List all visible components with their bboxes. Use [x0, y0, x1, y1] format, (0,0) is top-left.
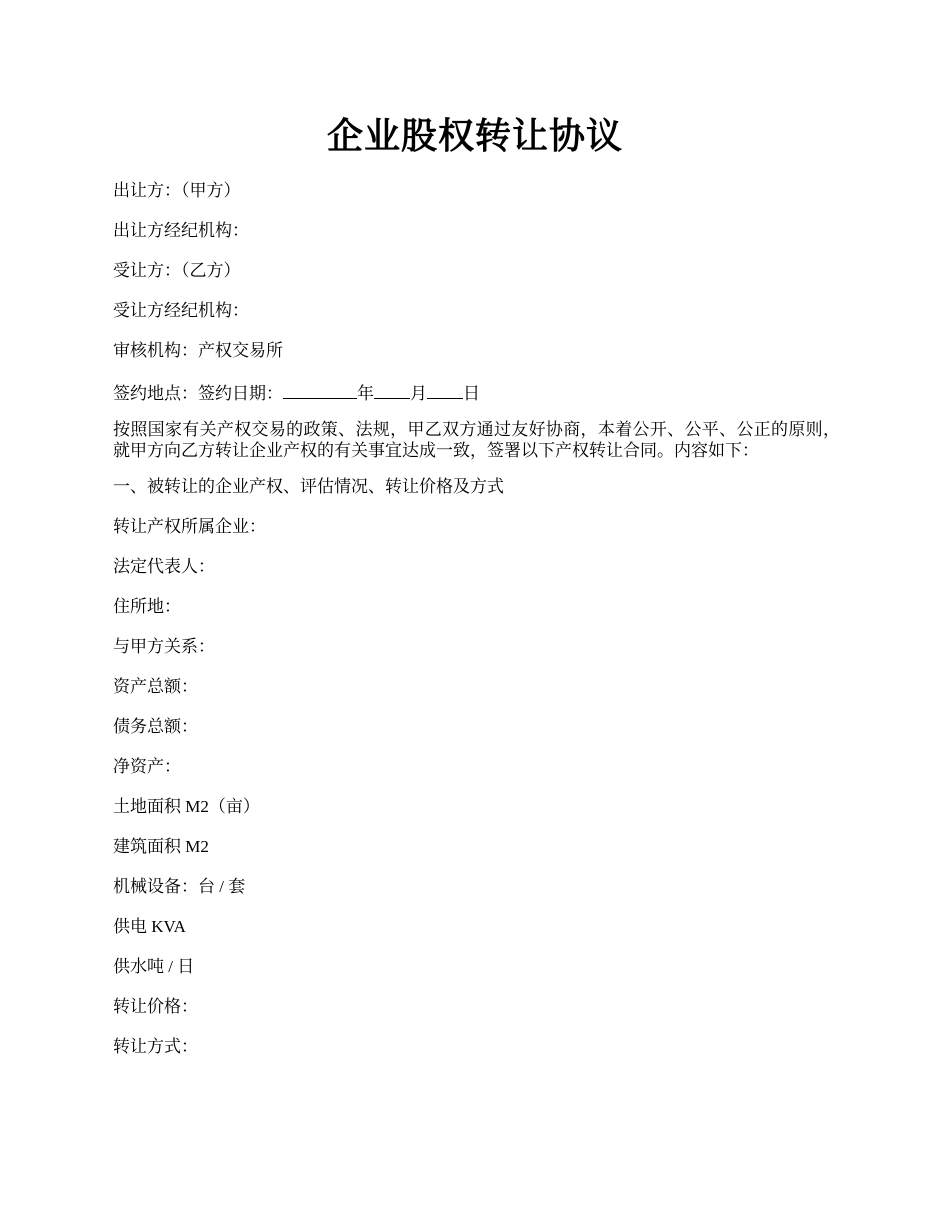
- list-item: 建筑面积 M2: [113, 837, 209, 856]
- day-label: 日: [463, 384, 480, 403]
- signing-prefix: 签约地点：签约日期：: [113, 384, 283, 403]
- list-item: 净资产：: [113, 757, 181, 776]
- year-label: 年: [357, 384, 374, 403]
- list-item: 转让价格：: [113, 997, 198, 1016]
- list-item: 供水吨 / 日: [113, 957, 195, 976]
- document-body: [113, 179, 840, 1075]
- list-item: 土地面积 M2（亩）: [113, 797, 260, 816]
- buyer-broker-line: 受让方经纪机构：: [113, 301, 249, 320]
- list-item: 住所地：: [113, 597, 181, 616]
- year-blank: [283, 379, 357, 399]
- list-item: 与甲方关系：: [113, 637, 215, 656]
- list-item: 法定代表人：: [113, 557, 215, 576]
- list-item: 资产总额：: [113, 677, 198, 696]
- buyer-line: 受让方：（乙方）: [113, 261, 241, 280]
- review-agency-line: 审核机构：产权交易所: [113, 341, 283, 360]
- seller-broker-line: 出让方经纪机构：: [113, 221, 249, 240]
- month-label: 月: [410, 384, 427, 403]
- list-item: 机械设备：台 / 套: [113, 877, 246, 896]
- day-blank: [427, 379, 463, 399]
- list-item: 转让产权所属企业：: [113, 517, 266, 536]
- intro-paragraph: 按照国家有关产权交易的政策、法规，甲乙双方通过友好协商，本着公开、公平、公正的原则，就甲方向乙方转让企业产权的有关事宜达成一致，签署以下产权转让合同。内容如下：: [113, 420, 840, 460]
- signing-line: [113, 379, 840, 419]
- document-title: 企业股权转让协议: [326, 116, 623, 156]
- list-item: 债务总额：: [113, 717, 198, 736]
- seller-line: 出让方：（甲方）: [113, 181, 241, 200]
- section-1-heading: 一、被转让的企业产权、评估情况、转让价格及方式: [113, 477, 504, 496]
- month-blank: [374, 379, 410, 399]
- list-item: 转让方式：: [113, 1037, 198, 1056]
- list-item: 供电 KVA: [113, 917, 186, 936]
